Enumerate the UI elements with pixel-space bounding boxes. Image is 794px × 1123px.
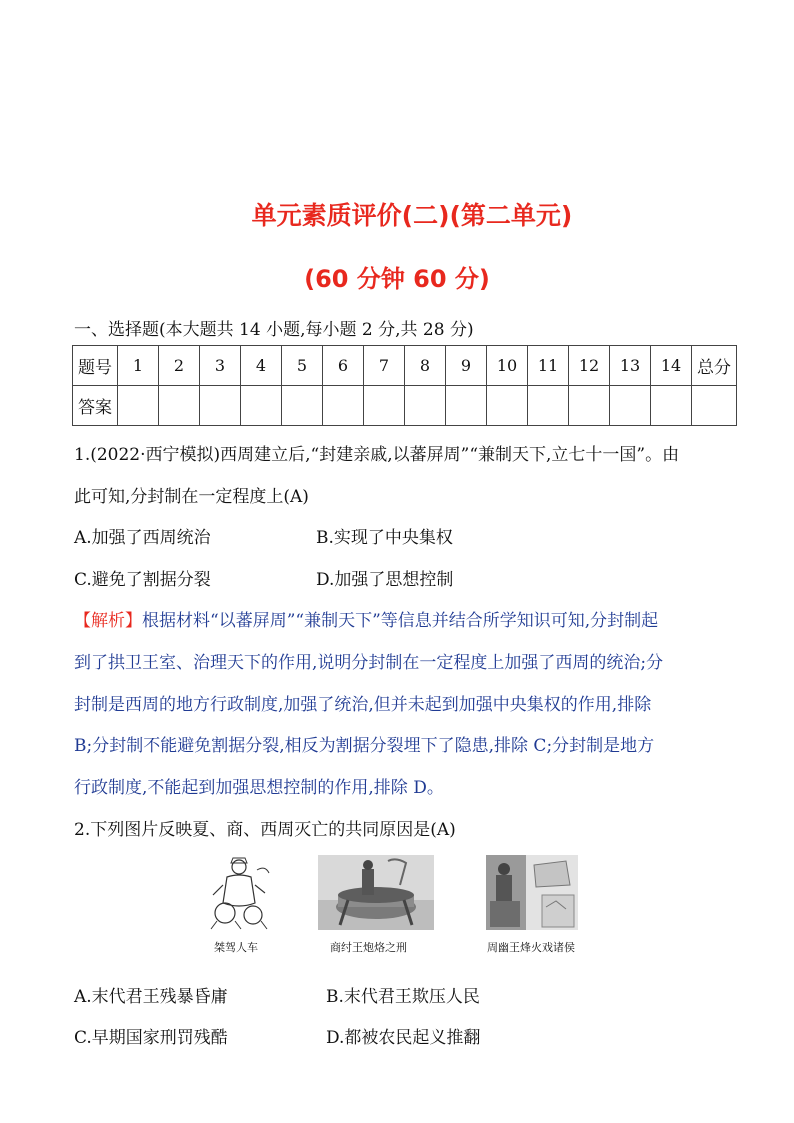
illustration-beacon-fire — [486, 855, 578, 930]
table-cell-label: 题号 — [73, 346, 118, 386]
table-cell: 6 — [323, 346, 364, 386]
table-cell: 5 — [282, 346, 323, 386]
q1-analysis-line5: 行政制度,不能起到加强思想控制的作用,排除 D。 — [74, 778, 444, 798]
q1-option-a: A.加强了西周统治 — [74, 528, 211, 548]
q1-option-d: D.加强了思想控制 — [316, 570, 454, 590]
answer-cell[interactable] — [323, 386, 364, 426]
table-cell-total: 总分 — [692, 346, 737, 386]
illustration-paoluo-punishment — [318, 855, 434, 930]
table-cell: 1 — [118, 346, 159, 386]
section-heading: 一、选择题(本大题共 14 小题,每小题 2 分,共 28 分) — [74, 320, 474, 340]
table-cell: 13 — [610, 346, 651, 386]
q1-analysis-line1 — [74, 606, 658, 631]
q1-stem-line2: 此可知,分封制在一定程度上(A) — [74, 487, 309, 507]
total-cell[interactable] — [692, 386, 737, 426]
answer-cell[interactable] — [241, 386, 282, 426]
q1-analysis-line4: B;分封制不能避免割据分裂,相反为割据分裂埋下了隐患,排除 C;分封制是地方 — [74, 736, 655, 756]
answer-cell[interactable] — [405, 386, 446, 426]
answer-cell[interactable] — [282, 386, 323, 426]
table-cell: 11 — [528, 346, 569, 386]
table-cell: 9 — [446, 346, 487, 386]
q1-analysis-line2: 到了拱卫王室、治理天下的作用,说明分封制在一定程度上加强了西周的统治;分 — [74, 653, 664, 673]
q2-option-a: A.末代君王残暴昏庸 — [74, 987, 228, 1007]
table-cell-label: 答案 — [73, 386, 118, 426]
table-cell: 2 — [159, 346, 200, 386]
analysis-tag: 【解析】 — [74, 611, 142, 631]
answer-cell[interactable] — [159, 386, 200, 426]
q2-option-b: B.末代君王欺压人民 — [326, 987, 480, 1007]
table-row — [73, 346, 737, 386]
q1-option-b: B.实现了中央集权 — [316, 528, 453, 548]
q1-analysis-line3: 封制是西周的地方行政制度,加强了统治,但并未起到加强中央集权的作用,排除 — [74, 695, 652, 715]
image-caption: 商纣王炮烙之刑 — [330, 941, 407, 954]
analysis-text: 根据材料“以蕃屏周”“兼制天下”等信息并结合所学知识可知,分封制起 — [142, 611, 659, 631]
illustration-jie-human-cart — [205, 855, 273, 930]
q1-stem-line1: 1.(2022·西宁模拟)西周建立后,“封建亲戚,以蕃屏周”“兼制天下,立七十一国”。由 — [74, 445, 680, 465]
table-cell: 10 — [487, 346, 528, 386]
table-cell: 12 — [569, 346, 610, 386]
q2-option-c: C.早期国家刑罚残酷 — [74, 1028, 228, 1048]
answer-cell[interactable] — [528, 386, 569, 426]
answer-cell[interactable] — [610, 386, 651, 426]
answer-cell[interactable] — [651, 386, 692, 426]
page-subtitle: (60 分钟 60 分) — [304, 265, 490, 293]
answer-cell[interactable] — [446, 386, 487, 426]
answer-table — [72, 345, 737, 426]
page-title: 单元素质评价(二)(第二单元) — [251, 201, 573, 230]
answer-cell[interactable] — [364, 386, 405, 426]
q2-stem: 2.下列图片反映夏、商、西周灭亡的共同原因是(A) — [74, 820, 456, 840]
table-cell: 3 — [200, 346, 241, 386]
answer-cell[interactable] — [487, 386, 528, 426]
table-cell: 8 — [405, 346, 446, 386]
table-row — [73, 386, 737, 426]
answer-cell[interactable] — [569, 386, 610, 426]
answer-cell[interactable] — [118, 386, 159, 426]
image-caption: 周幽王烽火戏诸侯 — [487, 941, 575, 954]
q2-option-d: D.都被农民起义推翻 — [326, 1028, 481, 1048]
table-cell: 7 — [364, 346, 405, 386]
q1-option-c: C.避免了割据分裂 — [74, 570, 211, 590]
table-cell: 14 — [651, 346, 692, 386]
answer-cell[interactable] — [200, 386, 241, 426]
image-caption: 桀驾人车 — [214, 941, 258, 954]
table-cell: 4 — [241, 346, 282, 386]
